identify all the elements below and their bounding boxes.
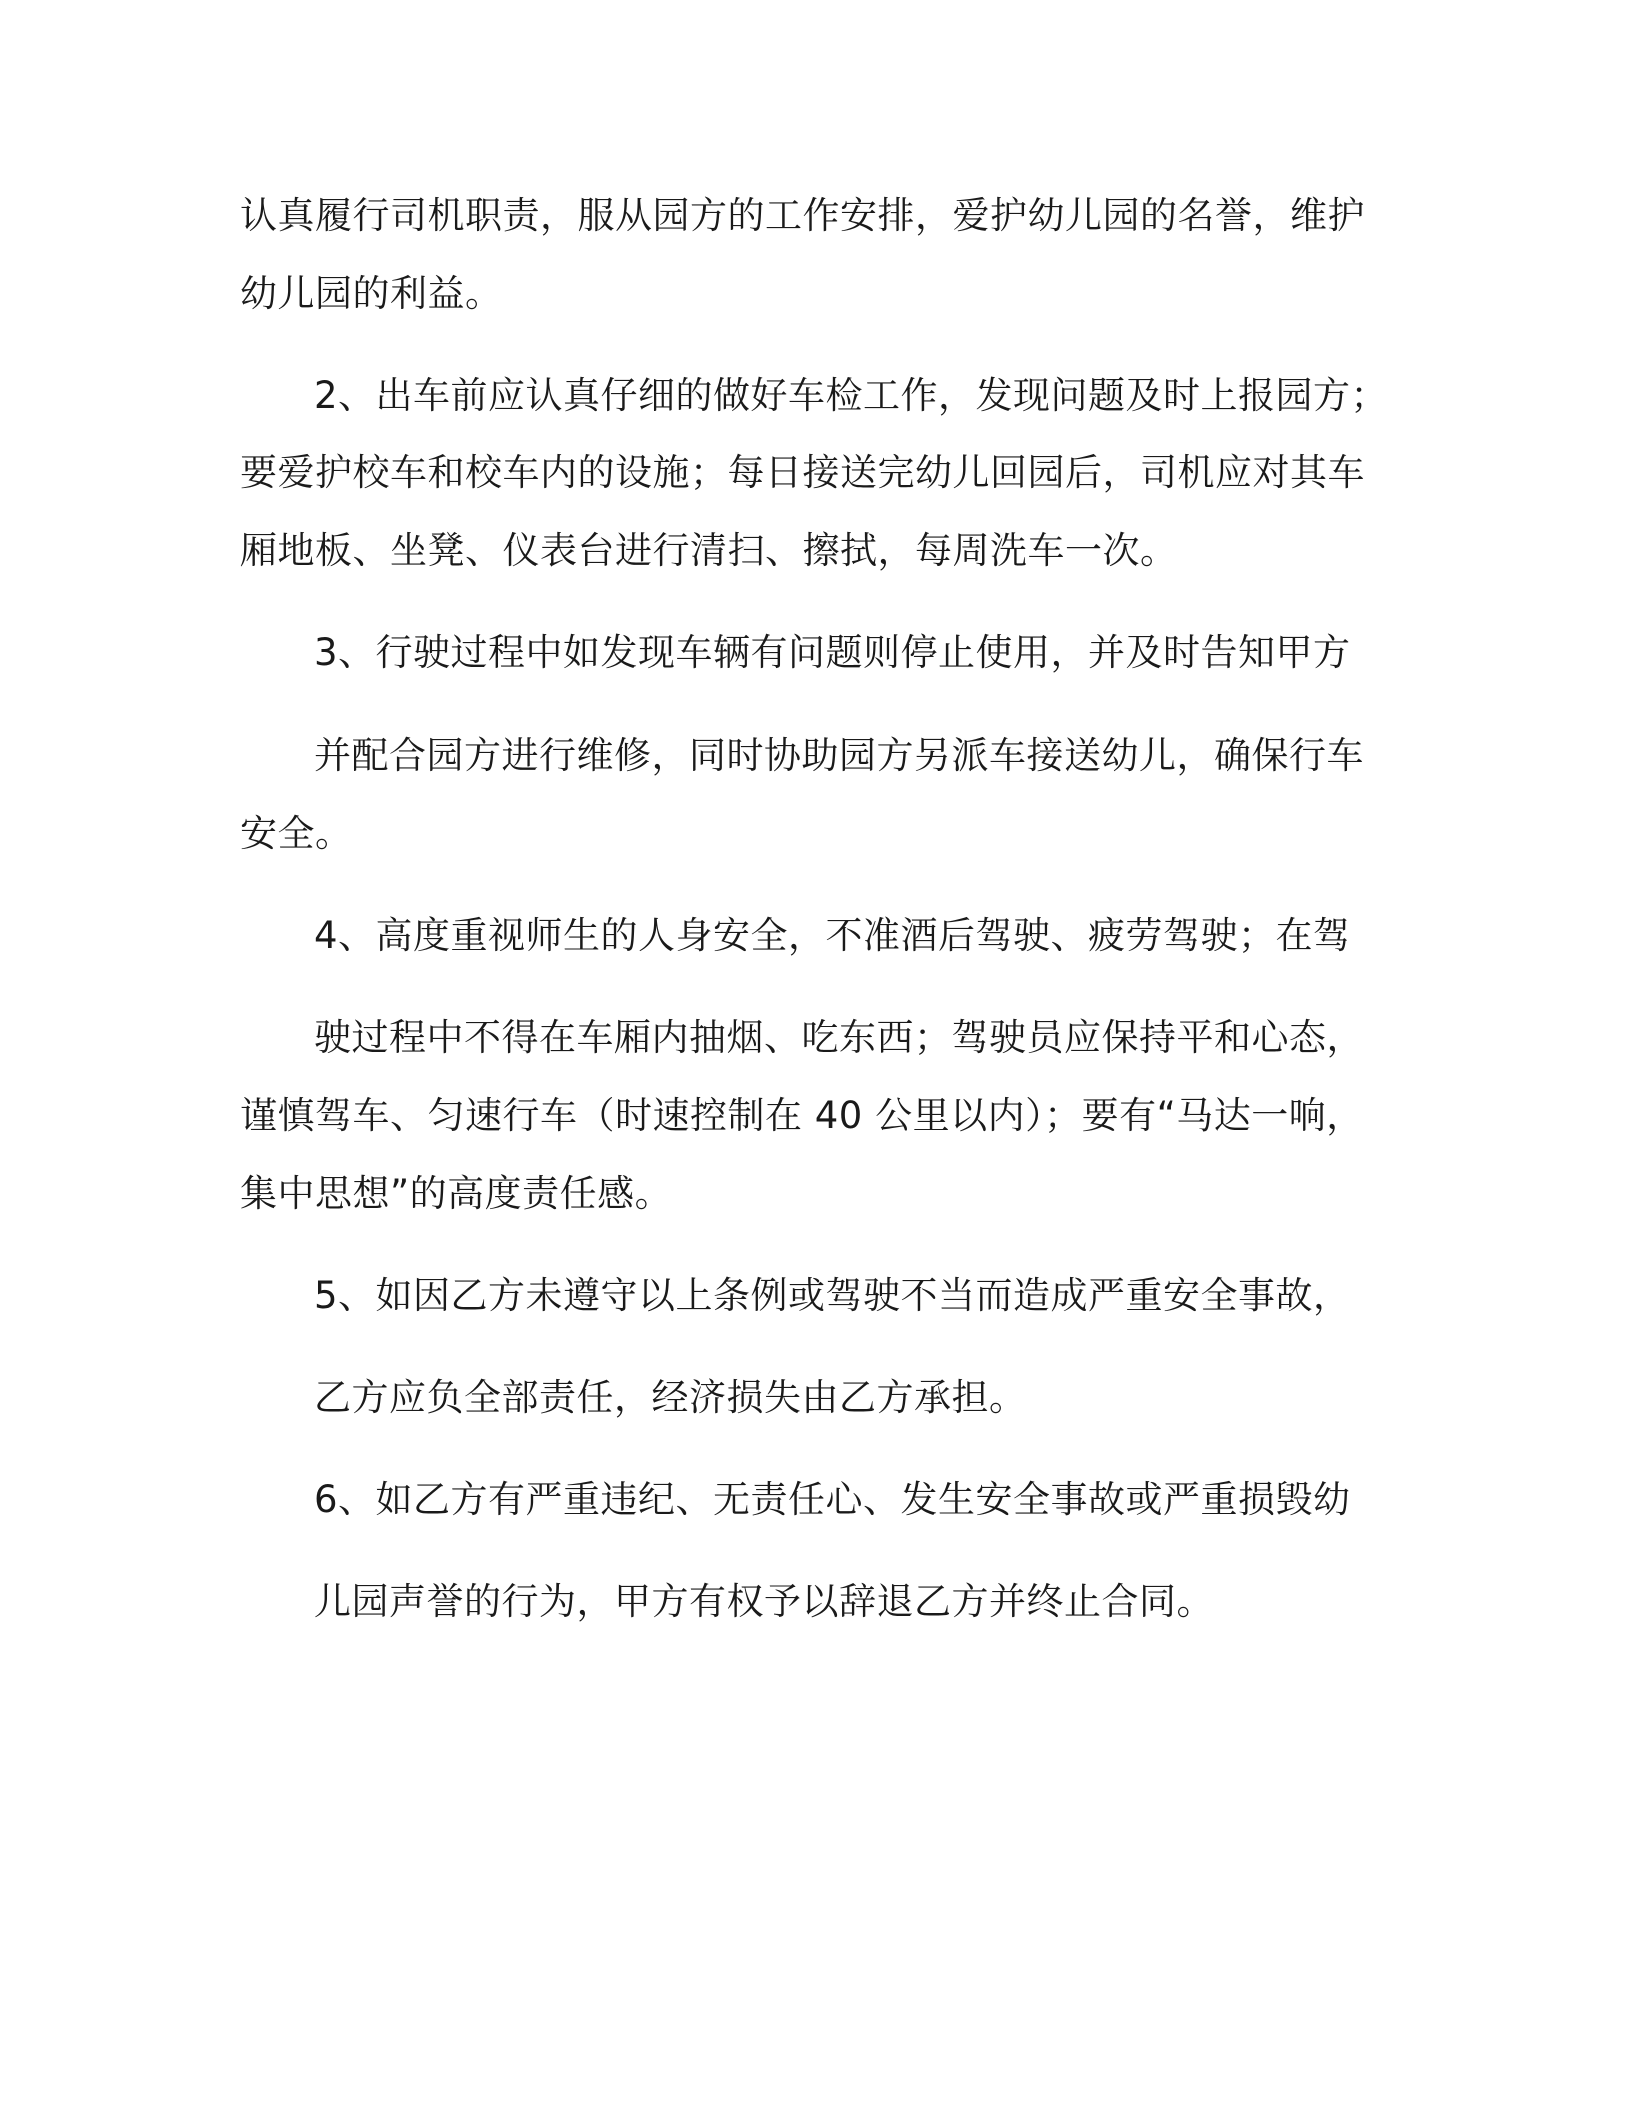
text-line: 并配合园方进行维修，同时协助园方另派车接送幼儿，确保行车 [314, 734, 1364, 777]
text-line: 4、高度重视师生的人身安全，不准酒后驾驶、疲劳驾驶；在驾 [314, 914, 1351, 957]
text-line: 认真履行司机职责，服从园方的工作安排，爱护幼儿园的名誉，维护 [240, 194, 1365, 237]
text-line: 要爱护校车和校车内的设施；每日接送完幼儿回园后，司机应对其车 [240, 451, 1365, 494]
text-line: 安全。 [240, 812, 353, 855]
text-line: 乙方应负全部责任，经济损失由乙方承担。 [314, 1376, 1027, 1419]
text-line: 5、如因乙方未遵守以上条例或驾驶不当而造成严重安全事故， [314, 1274, 1351, 1317]
text-line: 3、行驶过程中如发现车辆有问题则停止使用，并及时告知甲方 [314, 631, 1351, 674]
text-line: 厢地板、坐凳、仪表台进行清扫、擦拭，每周洗车一次。 [240, 529, 1178, 572]
text-line: 2、出车前应认真仔细的做好车检工作，发现问题及时上报园方； [314, 374, 1389, 417]
text-line: 谨慎驾车、匀速行车（时速控制在 40 公里以内）；要有“马达一响， [240, 1094, 1364, 1137]
text-line: 儿园声誉的行为，甲方有权予以辞退乙方并终止合同。 [314, 1580, 1214, 1623]
text-line: 6、如乙方有严重违纪、无责任心、发生安全事故或严重损毁幼 [314, 1478, 1351, 1521]
text-line: 驶过程中不得在车厢内抽烟、吃东西；驾驶员应保持平和心态， [314, 1016, 1364, 1059]
text-line: 集中思想”的高度责任感。 [240, 1172, 673, 1215]
text-line: 幼儿园的利益。 [240, 272, 503, 315]
